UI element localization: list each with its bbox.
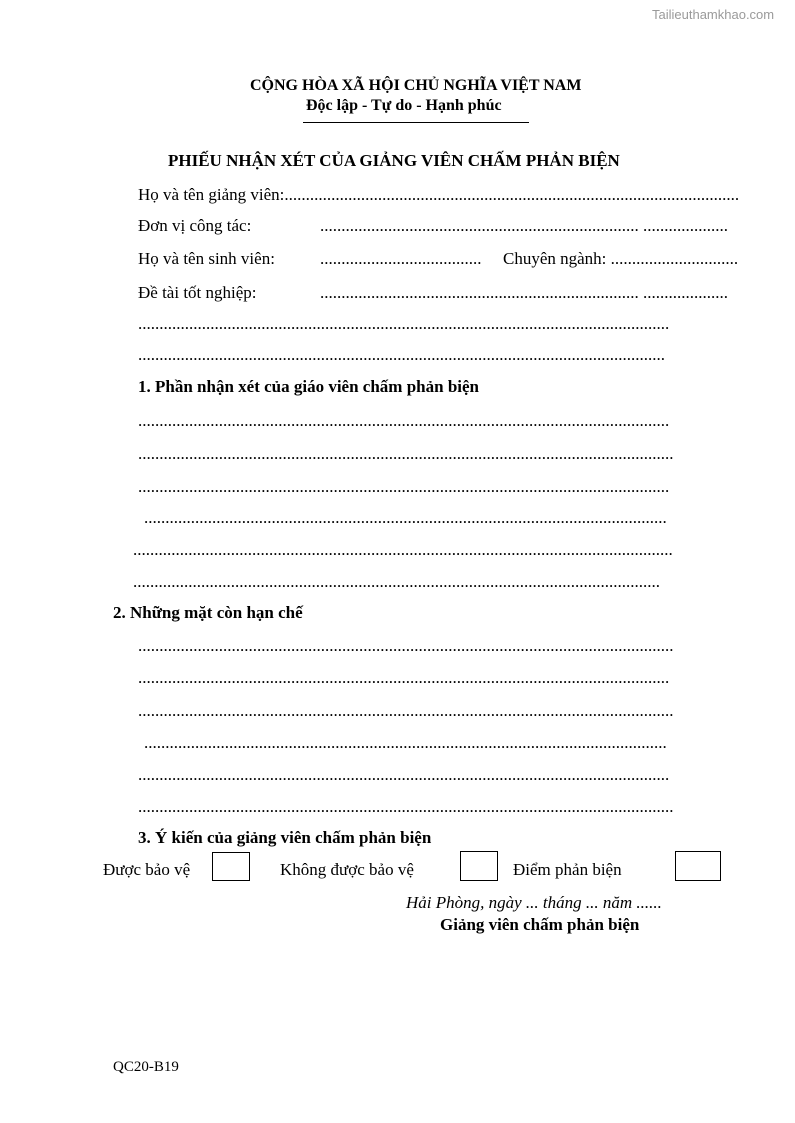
not-defend-checkbox[interactable] <box>460 851 498 881</box>
student-name-dots[interactable]: ...................................... <box>320 249 482 268</box>
country-name: CỘNG HÒA XÃ HỘI CHỦ NGHĨA VIỆT NAM <box>250 77 582 94</box>
comment-line[interactable]: ............................................................................................................................. <box>138 477 670 496</box>
section2-heading: 2. Những mặt còn hạn chế <box>113 603 303 622</box>
work-unit-dots[interactable]: ........................................................................... .................... <box>320 216 728 235</box>
limitation-line[interactable]: .............................................................................................................................. <box>138 636 674 655</box>
major-dots: .............................. <box>610 249 739 268</box>
limitation-line[interactable]: .............................................................................................................................. <box>138 797 674 816</box>
form-code: QC20-B19 <box>113 1059 179 1075</box>
work-unit-label: Đơn vị công tác: <box>138 216 252 235</box>
comment-line[interactable]: ............................................................................................................................. <box>138 411 670 430</box>
topic-line[interactable]: ............................................................................................................................. <box>138 314 670 333</box>
section1-heading: 1. Phần nhận xét của giáo viên chấm phản biện <box>138 377 480 396</box>
score-input-box[interactable] <box>675 851 721 881</box>
comment-line[interactable]: ............................................................................................................................ <box>133 572 660 591</box>
limitation-line[interactable]: .............................................................................................................................. <box>138 701 674 720</box>
place-date: Hải Phòng, ngày ... tháng ... năm ...... <box>406 893 662 912</box>
major-label: Chuyên ngành: <box>503 249 607 268</box>
lecturer-name-dots: ........................................................................................................... <box>284 185 740 204</box>
motto: Độc lập - Tự do - Hạnh phúc <box>306 97 502 114</box>
thesis-topic-dots[interactable]: ........................................................................... .................... <box>320 283 728 302</box>
watermark-text: Tailieuthamkhao.com <box>652 7 775 22</box>
section3-heading: 3. Ý kiến của giảng viên chấm phản biện <box>138 828 432 847</box>
topic-line[interactable]: ............................................................................................................................ <box>138 345 665 364</box>
limitation-line[interactable]: ............................................................................................................................. <box>138 765 670 784</box>
not-defend-label: Không được bảo vệ <box>280 860 414 879</box>
lecturer-name-field[interactable] <box>138 185 739 205</box>
comment-line[interactable]: ............................................................................................................................... <box>133 540 673 559</box>
signer-title: Giảng viên chấm phản biện <box>440 915 640 934</box>
lecturer-name-label: Họ và tên giảng viên: <box>138 185 285 204</box>
limitation-line[interactable]: ........................................................................................................................... <box>144 733 667 752</box>
comment-line[interactable]: ........................................................................................................................... <box>144 508 667 527</box>
thesis-topic-label: Đề tài tốt nghiệp: <box>138 283 257 302</box>
form-title: PHIẾU NHẬN XÉT CỦA GIẢNG VIÊN CHẤM PHẢN BIỆN <box>168 151 620 170</box>
student-name-label: Họ và tên sinh viên: <box>138 249 275 268</box>
score-label: Điểm phản biện <box>513 860 622 879</box>
comment-line[interactable]: .............................................................................................................................. <box>138 444 674 463</box>
limitation-line[interactable]: ............................................................................................................................. <box>138 668 670 687</box>
major-field[interactable] <box>503 249 738 269</box>
motto-underline <box>303 122 529 123</box>
defend-label: Được bảo vệ <box>103 860 191 879</box>
defend-checkbox[interactable] <box>212 852 250 881</box>
